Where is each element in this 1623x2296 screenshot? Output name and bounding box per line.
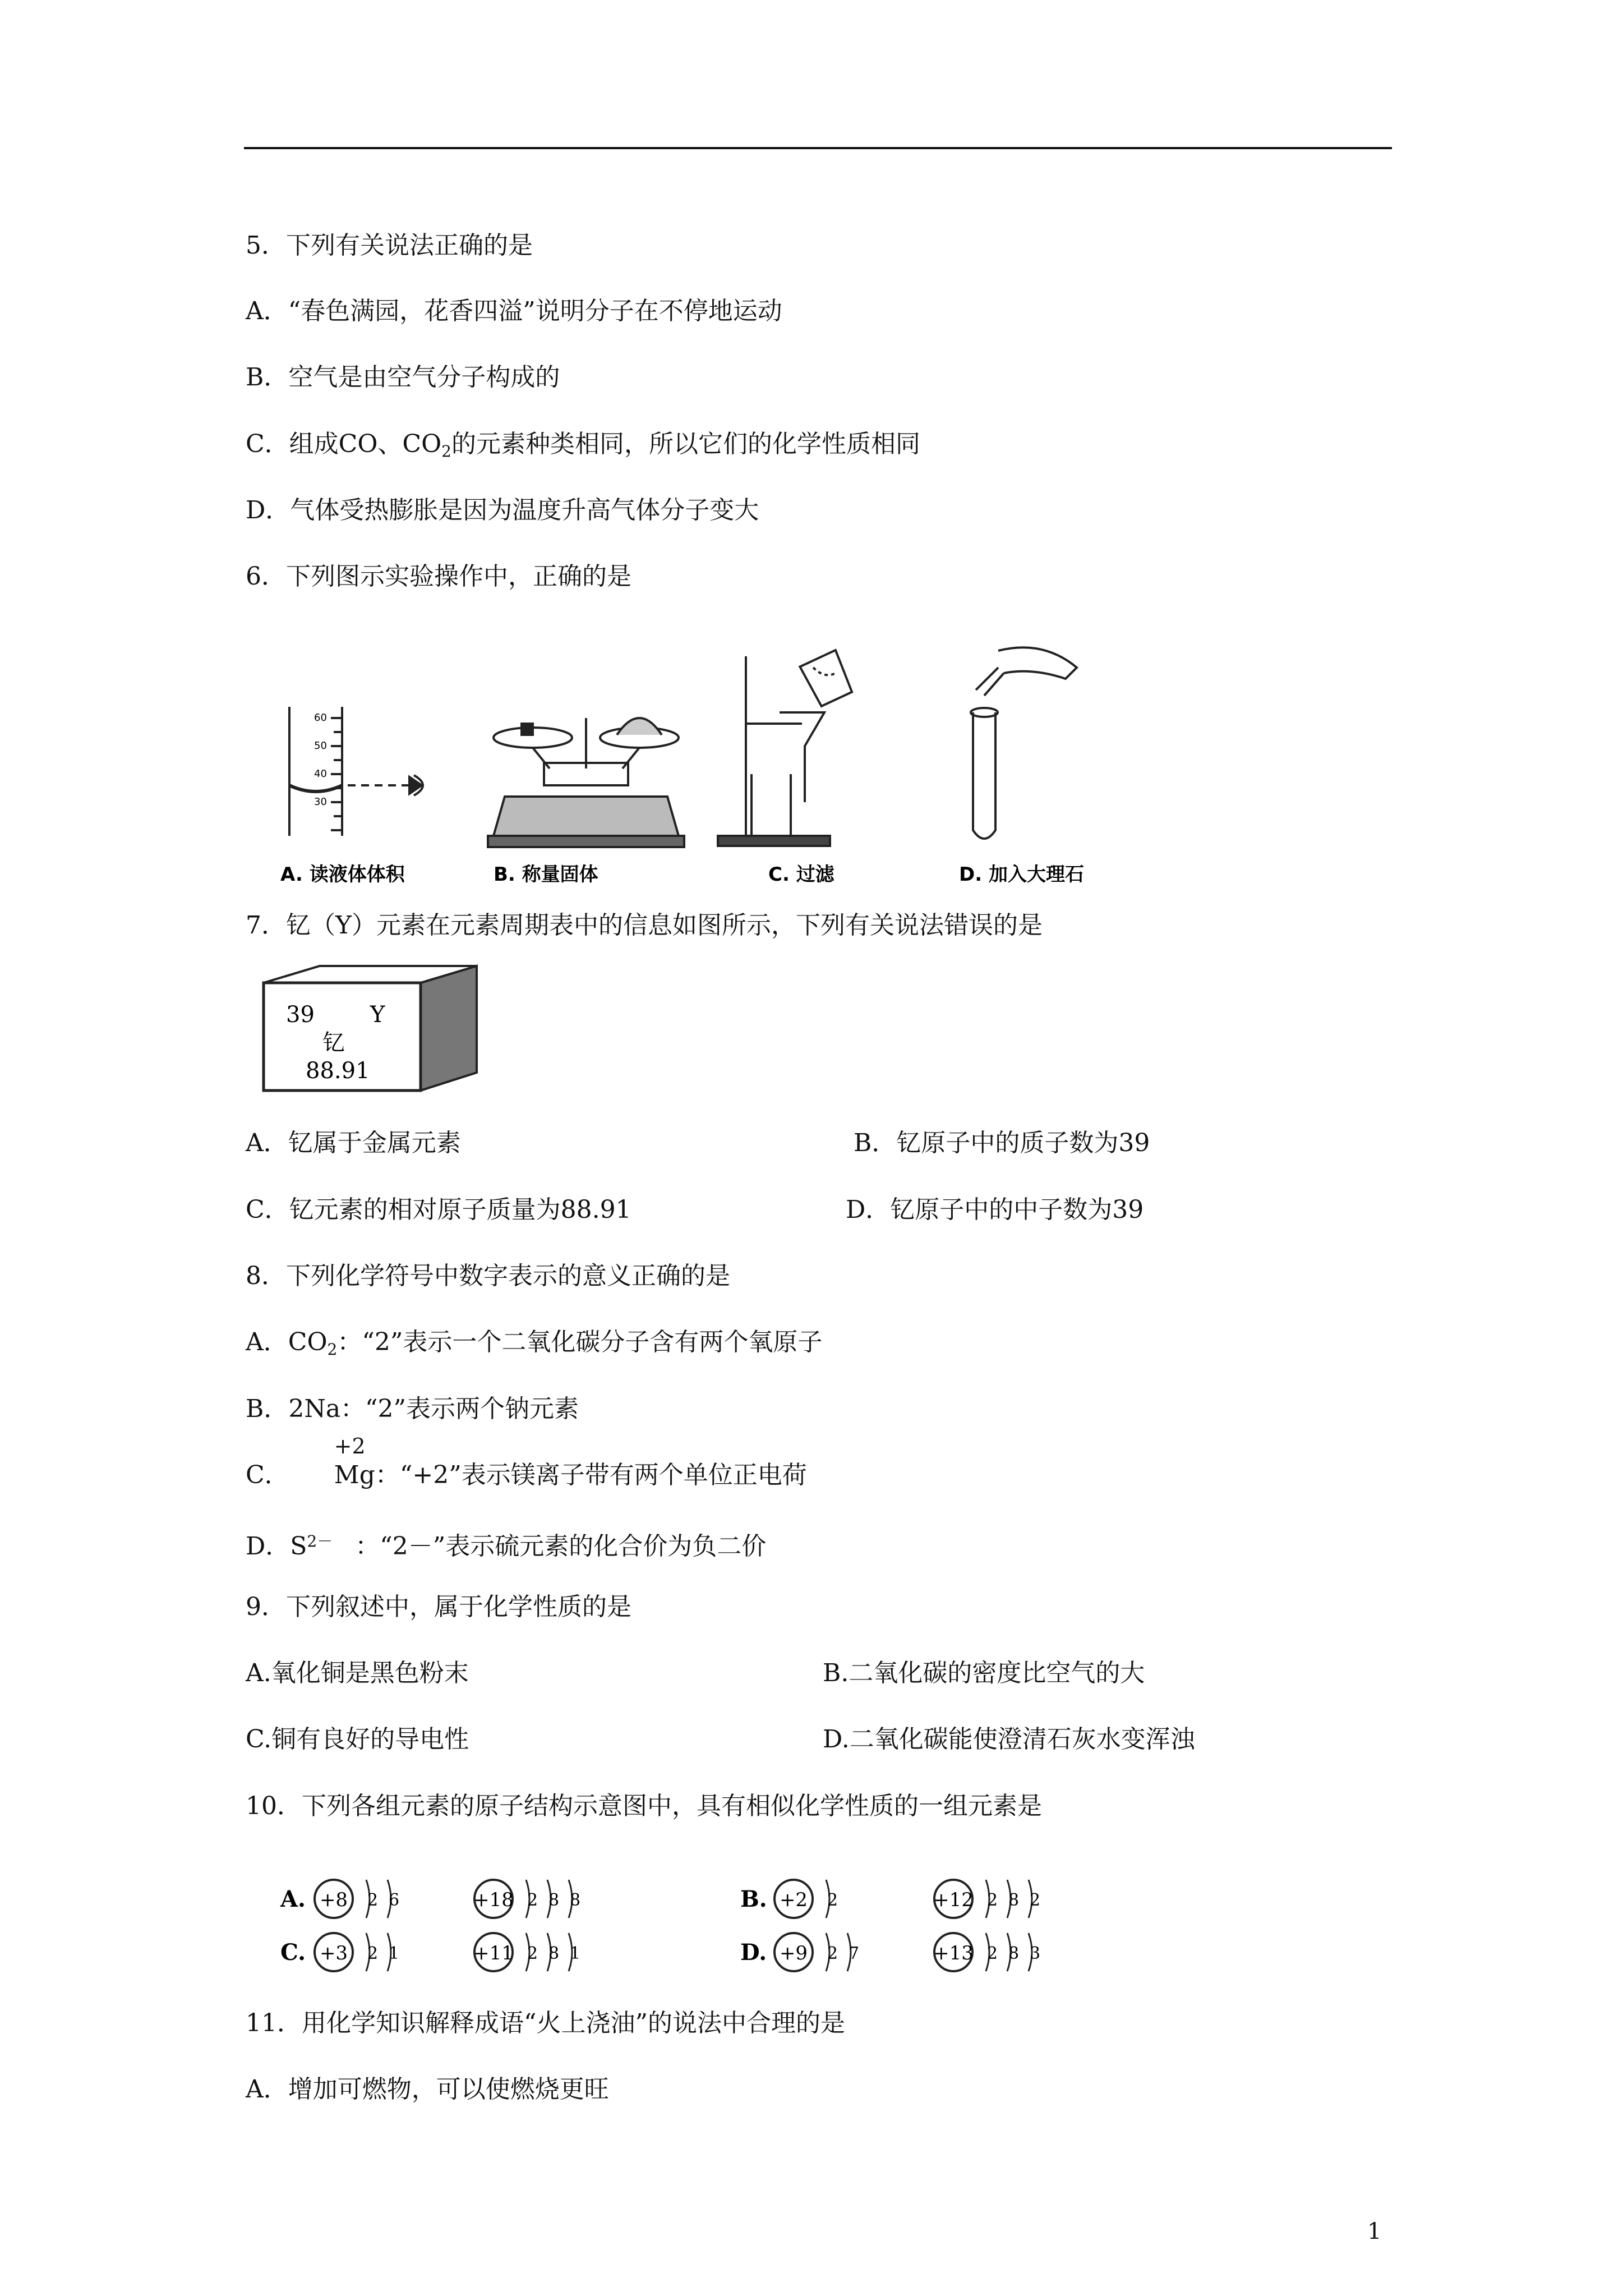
graduated-cylinder-icon [289,707,423,836]
q7-stem: 7．钇（Y）元素在元素周期表中的信息如图所示，下列有关说法错误的是 [246,911,1043,940]
nucleus-charge: +11 [473,1942,514,1964]
shell-electron-count: 8 [548,1944,560,1963]
q5-stem: 5．下列有关说法正确的是 [246,231,533,260]
cell-side-shade [421,966,477,1091]
q8-option-d: D．$S^{2-}$ ：“2－”表示硫元素的化合价为负二价 [246,1532,767,1561]
shell-electron-count: 2 [987,1890,998,1910]
shell-electron-count: 7 [849,1944,860,1963]
shell-electron-count: 2 [527,1890,538,1910]
shell-electron-count: 1 [389,1944,400,1963]
tick-label: 40 [314,768,327,780]
shell-electron-count: 8 [1008,1890,1020,1910]
q6-lab-figure [269,634,1166,886]
page-number: 1 [1367,2219,1382,2244]
shell-electron-count: 1 [570,1944,581,1963]
shell-electron-count: 8 [548,1890,560,1910]
filtration-setup-icon [718,650,855,846]
shell-electron-count: 8 [570,1890,581,1910]
q7-option-b: B．钇原子中的质子数为39 [854,1129,1150,1157]
shell-electron-count: 2 [367,1944,379,1963]
q8-option-b: B．2Na：“2”表示两个钠元素 [246,1395,579,1423]
atomic-number: 39 [286,1002,315,1028]
q9-option-c: C.铜有良好的导电性 [246,1725,469,1754]
shell-electron-count: 2 [1030,1890,1041,1910]
q9-stem: 9．下列叙述中，属于化学性质的是 [246,1593,631,1621]
shell-electron-count: 2 [987,1944,998,1963]
q5-option-b: B．空气是由空气分子构成的 [246,363,560,392]
shell-electron-count: 2 [367,1890,379,1910]
q11-stem: 11．用化学知识解释成语“火上浇油”的说法中合理的是 [246,2009,845,2037]
q7-option-c: C．钇元素的相对原子质量为88.91 [246,1195,631,1224]
periodic-table-cell [252,960,488,1101]
nucleus-charge: +2 [779,1889,808,1911]
tick-label: 30 [314,796,327,808]
q8-stem: 8．下列化学符号中数字表示的意义正确的是 [246,1262,730,1290]
element-name: 钇 [322,1030,345,1056]
atom-group-label: D. [740,1939,767,1966]
q5-option-c: C．组成CO、$CO_2$的元素种类相同，所以它们的化学性质相同 [246,430,920,461]
q8-option-c: C． +2 Mg：“+2”表示镁离子带有两个单位正电荷 [246,1458,807,1492]
q10-stem: 10．下列各组元素的原子结构示意图中，具有相似化学性质的一组元素是 [246,1792,1042,1820]
shell-electron-count: 3 [1030,1944,1041,1963]
atom-group-label: B. [740,1886,767,1912]
atomic-mass: 88.91 [306,1058,370,1084]
balance-icon [488,718,684,847]
caption-c: C. 过滤 [768,863,834,886]
atomic-structure-diagrams [275,1868,1041,1975]
shell-electron-count: 2 [527,1944,538,1963]
nucleus-charge: +18 [473,1889,514,1911]
q9-option-a: A.氧化铜是黑色粉末 [246,1659,469,1687]
nucleus-charge: +9 [779,1942,808,1964]
nucleus-charge: +3 [319,1942,348,1964]
caption-d: D. 加入大理石 [959,863,1084,886]
shell-electron-count: 2 [827,1890,838,1910]
q7-option-a: A．钇属于金属元素 [246,1129,461,1157]
valence-label: +2 [334,1434,366,1458]
nucleus-charge: +12 [933,1889,974,1911]
tick-label: 50 [314,740,327,752]
q11-option-a: A．增加可燃物，可以使燃烧更旺 [246,2075,609,2104]
q5-option-d: D．气体受热膨胀是因为温度升高气体分子变大 [246,496,759,524]
q5-option-a: A．“春色满园，花香四溢”说明分子在不停地运动 [246,297,782,325]
test-tube-icon [971,647,1077,839]
q7-option-d: D．钇原子中的中子数为39 [846,1195,1144,1224]
q9-option-d: D.二氧化碳能使澄清石灰水变浑浊 [823,1725,1195,1754]
caption-b: B. 称量固体 [494,863,598,886]
nucleus-charge: +8 [319,1889,348,1911]
atomic-structure-figure [275,1868,1041,1975]
nucleus-charge: +13 [933,1942,974,1964]
tick-label: 60 [314,712,327,724]
q8-option-a: A．$CO_2$：“2”表示一个二氧化碳分子含有两个氧原子 [246,1328,823,1359]
shell-electron-count: 6 [389,1890,400,1910]
atom-group-label: C. [280,1939,306,1966]
atom-group-label: A. [280,1886,306,1912]
q6-stem: 6．下列图示实验操作中，正确的是 [246,562,631,591]
shell-electron-count: 8 [1008,1944,1020,1963]
header-rule [244,147,1392,149]
element-symbol: Y [370,1002,385,1028]
q9-option-b: B.二氧化碳的密度比空气的大 [823,1659,1145,1687]
caption-a: A. 读液体体积 [280,863,405,886]
shell-electron-count: 2 [827,1944,838,1963]
